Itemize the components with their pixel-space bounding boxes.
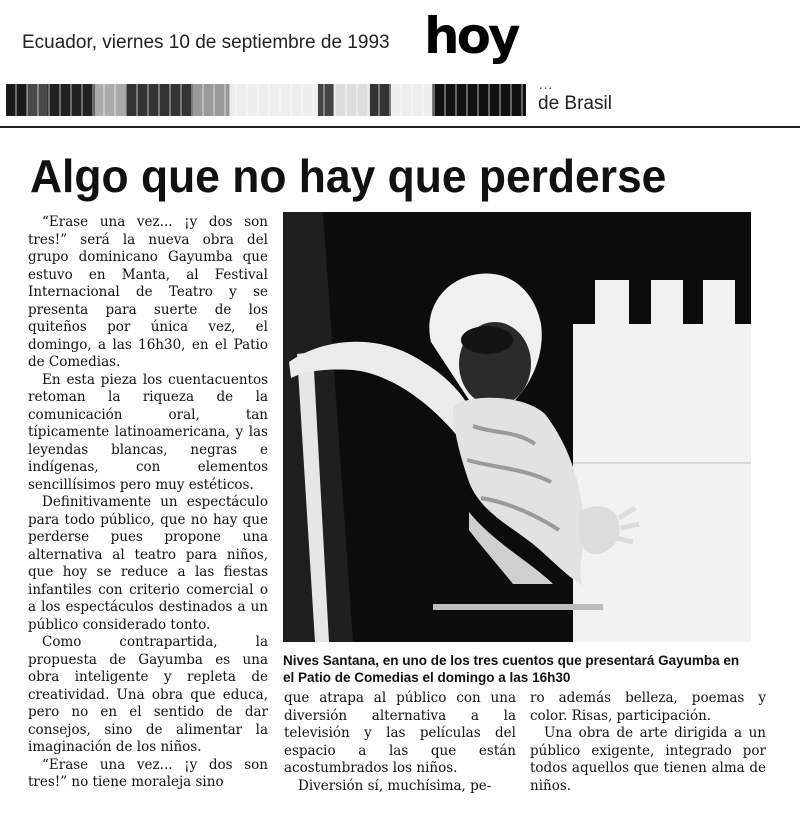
paragraph: ro además belleza, poemas y color. Risas, participación. xyxy=(530,690,766,724)
header-photo-strip xyxy=(6,84,526,116)
article-column-2 xyxy=(284,690,516,820)
paragraph: Diversión sí, muchísima, pe- xyxy=(298,777,492,794)
paragraph: En esta pieza los cuentacuentos retoman la riqueza de la comunicación oral, tan típicamente latinoamericana, y las leyendas blancas, negras e indígenas, con elementos sencillísimos pero muy estéticos. xyxy=(28,371,268,493)
paragraph: Como contrapartida, la propuesta de Gayumba es una obra inteligente y repleta de creatividad. Una obra que educa, pero no en el sentido de dar consejos, sino de alimentar la imaginación de los niños. xyxy=(28,634,268,755)
article-column-1 xyxy=(28,214,268,820)
performer-photo-illustration xyxy=(283,212,751,642)
paragraph: Definitivamente un espectáculo para todo público, que no hay que perderse pues propone una alternativa al teatro para niños, que hoy se reduce a las fiestas infantiles con criterio comercial o a los espectáculos destinados a un público considerado tonto. xyxy=(28,494,268,633)
article-column-3 xyxy=(530,690,766,820)
headline: Algo que no hay que perderse xyxy=(30,150,667,202)
cropped-text-fragment-top: … xyxy=(538,82,553,92)
paragraph: “Erase una vez... ¡y dos son tres!” no tiene moraleja sino xyxy=(28,756,268,790)
header-rule xyxy=(0,126,800,128)
newspaper-logo: hoy xyxy=(424,7,518,65)
performer-photo xyxy=(283,212,751,642)
paragraph: que atrapa al público con una diversión alternativa a la televisión y las películas del espacio a las que están acostumbrados los niños. xyxy=(284,690,516,776)
paragraph: Una obra de arte dirigida a un público exigente, integrado por todos aquellos que tienen alma de niños. xyxy=(530,725,766,794)
cropped-text-fragment: de Brasil xyxy=(538,93,612,114)
photo-caption: Nives Santana, en uno de los tres cuentos que presentará Gayumba en el Patio de Comedias el domingo a las 16h30 xyxy=(283,653,740,685)
dateline: Ecuador, viernes 10 de septiembre de 1993 xyxy=(22,32,390,53)
paragraph: “Erase una vez... ¡y dos son tres!” será la nueva obra del grupo dominicano Gayumba que estuvo en Manta, al Festival Internacional de Teatro y se presenta para suerte de los quiteños por única vez, el domingo, a las 16h30, en el Patio de Comedias. xyxy=(28,214,268,370)
